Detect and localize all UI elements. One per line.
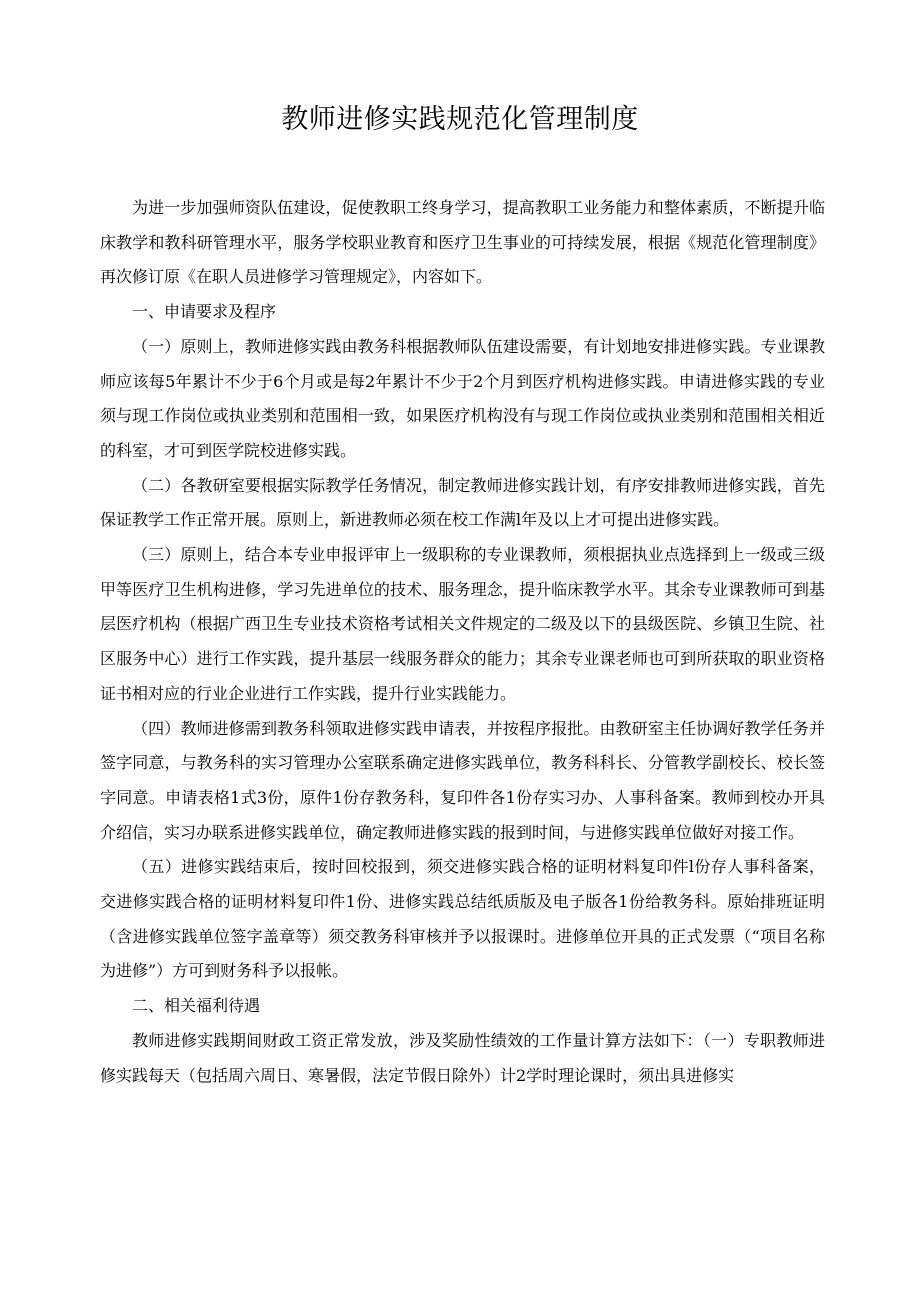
- section-heading-benefits: 二、相关福利待遇: [132, 996, 261, 1016]
- application-item-3: （三）原则上，结合本专业申报评审上一级职称的专业课教师，须根据执业点选择到上一级或三级甲等医疗卫生机构进修，学习先进单位的技术、服务理念，提升临床教学水平。其余专业课教师可到基层医疗机构（根据广西卫生专业技术资格考试相关文件规定的二级及以下的县级医院、乡镇卫生院、社区服务中心）进行工作实践，提升基层一线服务群众的能力；其余专业课老师也可到所获取的职业资格证书相对应的行业企业进行工作实践，提升行业实践能力。: [100, 545, 825, 703]
- intro-paragraph: 为进一步加强师资队伍建设，促使教职工终身学习，提高教职工业务能力和整体素质，不断提升临床教学和教科研管理水平，服务学校职业教育和医疗卫生事业的可持续发展，根据《规范化管理制度》再次修订原《在职人员进修学习管理规定》，内容如下。: [100, 198, 825, 287]
- document-title: 教师进修实践规范化管理制度: [281, 104, 639, 135]
- application-item-2: （二）各教研室要根据实际教学任务情况，制定教师进修实践计划，有序安排教师进修实践，首先保证教学工作正常开展。原则上，新进教师必须在校工作满l年及以上才可提出进修实践。: [100, 475, 825, 530]
- benefits-paragraph: 教师进修实践期间财政工资正常发放，涉及奖励性绩效的工作量计算方法如下：（一）专职教师进修实践每天（包括周六周日、寒暑假，法定节假日除外）计2学时理论课时，须出具进修实: [100, 1030, 825, 1085]
- application-item-4: （四）教师进修需到教务科领取进修实践申请表，并按程序报批。由教研室主任协调好教学任务并签字同意，与教务科的实习管理办公室联系确定进修实践单位，教务科科长、分管教学副校长、校长签字同意。申请表格1式3份，原件1份存教务科，复印件各1份存实习办、人事科备案。教师到校办开具介绍信，实习办联系进修实践单位，确定教师进修实践的报到时间，与进修实践单位做好对接工作。: [100, 718, 825, 842]
- section-heading-application: 一、申请要求及程序: [132, 302, 277, 322]
- document-body: [100, 191, 825, 1093]
- application-item-5: （五）进修实践结束后，按时回校报到，须交进修实践合格的证明材料复印件l份存人事科备案，交进修实践合格的证明材料复印件1份、进修实践总结纸质版及电子版各1份给教务科。原始排班证明（含进修实践单位签字盖章等）须交教务科审核并予以报课时。进修单位开具的正式发票（“项目名称为进修”）方可到财务科予以报帐。: [100, 857, 825, 981]
- application-item-1: （一）原则上，教师进修实践由教务科根据教师队伍建设需要，有计划地安排进修实践。专业课教师应该每5年累计不少于6个月或是每2年累计不少于2个月到医疗机构进修实践。申请进修实践的专业须与现工作岗位或执业类别和范围相一致，如果医疗机构没有与现工作岗位或执业类别和范围相关相近的科室，才可到医学院校进修实践。: [100, 336, 825, 460]
